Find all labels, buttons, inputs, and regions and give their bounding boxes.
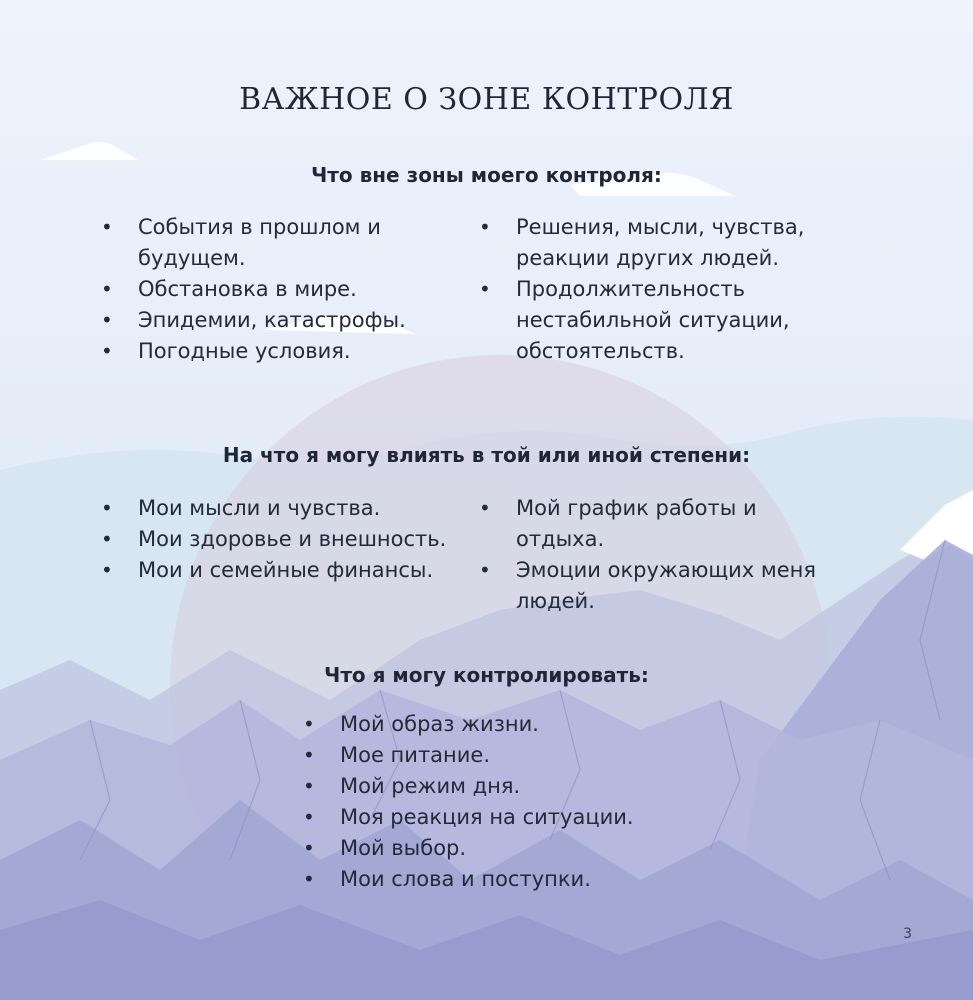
list-item: • Мои и семейные финансы. bbox=[101, 555, 451, 586]
list-item: • События в прошлом и будущем. bbox=[101, 212, 451, 274]
list-item: • Обстановка в мире. bbox=[101, 274, 451, 305]
list-item: • Эмоции окружающих меня людей. bbox=[479, 555, 824, 617]
outside-control-list-left bbox=[101, 212, 451, 367]
outside-control-list-right bbox=[479, 212, 824, 367]
list-item: • Погодные условия. bbox=[101, 336, 451, 367]
list-item: • Решения, мысли, чувства, реакции других людей. bbox=[479, 212, 824, 274]
influence-list-left bbox=[101, 493, 451, 586]
list-item: • Мои слова и поступки. bbox=[303, 864, 723, 895]
list-item: • Мой выбор. bbox=[303, 833, 723, 864]
page-number: 3 bbox=[903, 926, 912, 942]
list-item: • Мои здоровье и внешность. bbox=[101, 524, 451, 555]
list-item: • Мой график работы и отдыха. bbox=[479, 493, 824, 555]
list-item: • Мое питание. bbox=[303, 740, 723, 771]
list-item: • Мой режим дня. bbox=[303, 771, 723, 802]
page-title: ВАЖНОЕ О ЗОНЕ КОНТРОЛЯ bbox=[239, 82, 734, 117]
section-heading-influence: На что я могу влиять в той или иной степени: bbox=[222, 443, 751, 467]
list-item: • Моя реакция на ситуации. bbox=[303, 802, 723, 833]
list-item: • Мой образ жизни. bbox=[303, 709, 723, 740]
list-item: • Мои мысли и чувства. bbox=[101, 493, 451, 524]
section-heading-control: Что я могу контролировать: bbox=[324, 663, 649, 687]
influence-list-right bbox=[479, 493, 824, 617]
list-item: • Продолжительность нестабильной ситуации, обстоятельств. bbox=[479, 274, 824, 367]
section-heading-outside-control: Что вне зоны моего контроля: bbox=[311, 163, 662, 187]
list-item: • Эпидемии, катастрофы. bbox=[101, 305, 451, 336]
control-list bbox=[303, 709, 723, 895]
